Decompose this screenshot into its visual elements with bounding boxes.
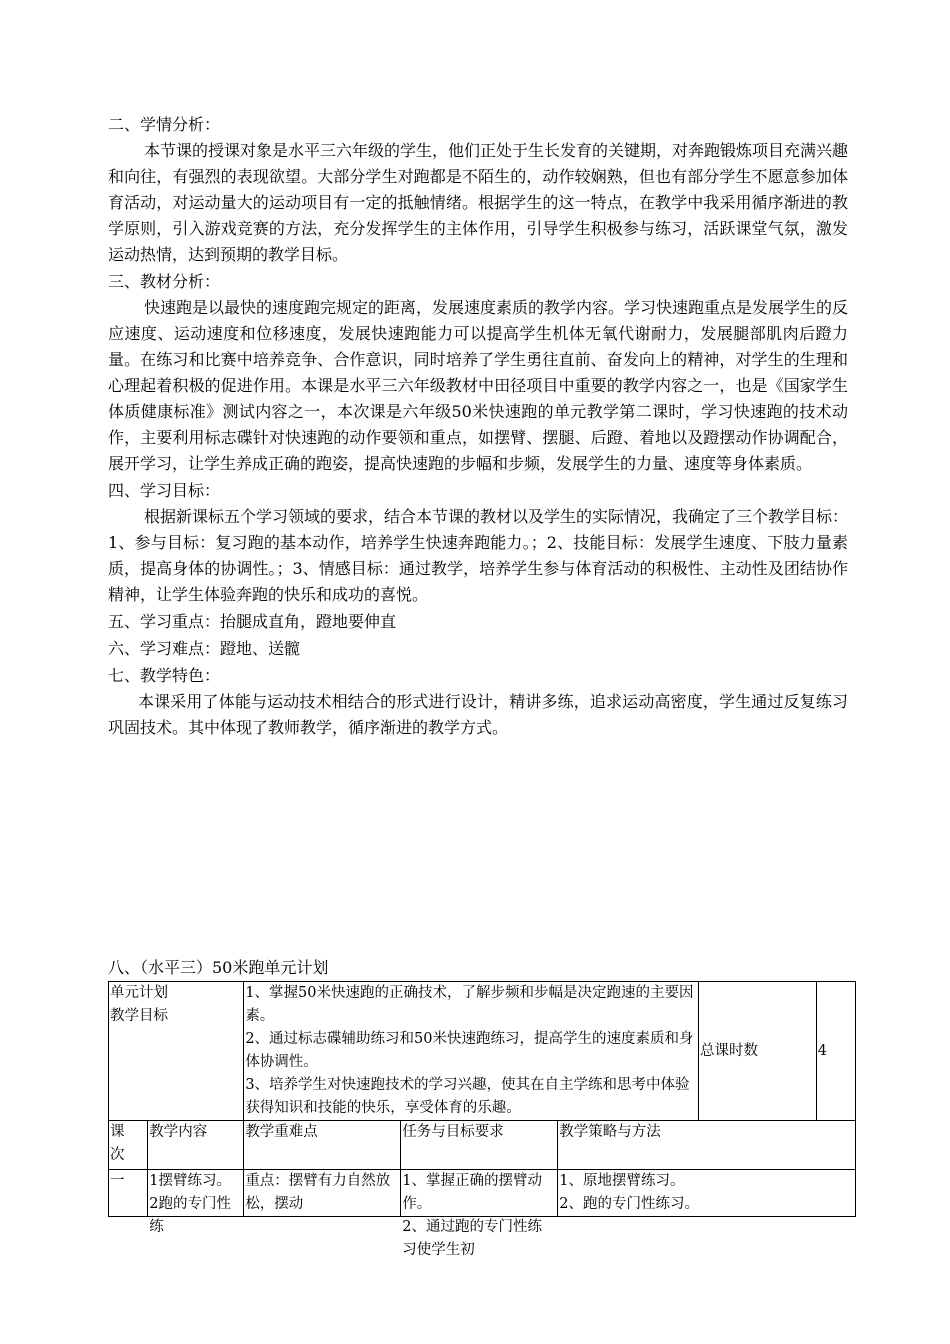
goal-label-cell [109, 982, 244, 1121]
section-heading-material-analysis: 三、教材分析： [108, 272, 221, 291]
document-body [108, 111, 848, 741]
header-tasks-goals: 任务与目标要求 [401, 1121, 558, 1170]
goal-item: 3、培养学生对快速跑技术的学习兴趣，使其在自主学练和思考中体验获得知识和技能的快乐，享受体育的乐趣。 [245, 1077, 690, 1116]
total-hours-label: 总课时数 [699, 982, 817, 1121]
unit-goals-row [109, 982, 856, 1121]
content-cell: 1摆臂练习。 2跑的专门性练 [148, 1170, 244, 1217]
unit-plan-table [108, 981, 856, 1258]
goal-item: 2、通过标志碟辅助练习和50米快速跑练习，提高学生的速度素质和身体协调性。 [245, 1031, 694, 1070]
total-hours-value: 4 [816, 982, 855, 1121]
paragraph-material-analysis: 快速跑是以最快的速度跑完规定的距离，发展速度素质的教学内容。学习快速跑重点是发展学生的反应速度、运动速度和位移速度，发展快速跑能力可以提高学生机体无氧代谢耐力，发展腿部肌肉后蹬力量。在练习和比赛中培养竞争、合作意识，同时培养了学生勇往直前、奋发向上的精神，对学生的生理和心理起着积极的促进作用。本课是水平三六年级教材中田径项目中重要的教学内容之一，也是《国家学生体质健康标准》测试内容之一，本次课是六年级50米快速跑的单元教学第二课时，学习快速跑的技术动作，主要利用标志碟针对快速跑的动作要领和重点，如摆臂、摆腿、后蹬、着地以及蹬摆动作协调配合，展开学习，让学生养成正确的跑姿，提高快速跑的步幅和步频，发展学生的力量、速度等身体素质。 [108, 298, 849, 473]
header-lesson-number: 课次 [109, 1121, 148, 1170]
goal-item: 1、掌握50米快速跑的正确技术，了解步频和步幅是决定跑速的主要因素。 [245, 985, 694, 1024]
section-heading-learner-analysis: 二、学情分析： [108, 115, 221, 134]
paragraph-learning-goals: 根据新课标五个学习领域的要求，结合本节课的教材以及学生的实际情况，我确定了三个教学目标：1、参与目标：复习跑的基本动作，培养学生快速奔跑能力。；2、技能目标：发展学生速度、下肢力量素质，提高身体的协调性。；3、情感目标：通过教学，培养学生参与体育活动的积极性、主动性及团结协作精神，让学生体验奔跑的快乐和成功的喜悦。 [108, 507, 849, 604]
paragraph-learner-analysis: 本节课的授课对象是水平三六年级的学生，他们正处于生长发育的关键期，对奔跑锻炼项目充满兴趣和向往，有强烈的表现欲望。大部分学生对跑都是不陌生的，动作较娴熟，但也有部分学生不愿意参加体育活动，对运动量大的运动项目有一定的抵触情绪。根据学生的这一特点，在教学中我采用循序渐进的教学原则，引入游戏竞赛的方法，充分发挥学生的主体作用，引导学生积极参与练习，活跃课堂气氛，激发运动热情，达到预期的教学目标。 [108, 141, 849, 264]
key-difficulties-cell: 重点：摆臂有力自然放松，摆动 [244, 1170, 401, 1217]
line-key-points: 五、学习重点：抬腿成直角，蹬地要伸直 [108, 612, 397, 631]
header-content: 教学内容 [148, 1121, 244, 1170]
header-key-difficulties: 教学重难点 [244, 1121, 401, 1170]
table-row [109, 1170, 856, 1217]
unit-plan-title: 八、（水平三）50米跑单元计划 [108, 958, 329, 977]
tasks-cell: 1、掌握正确的摆臂动作。 2、通过跑的专门性练习使学生初 [401, 1170, 558, 1217]
section-heading-learning-goals: 四、学习目标： [108, 481, 221, 500]
table-header-row [109, 1121, 856, 1170]
lesson-number-cell: 一 [109, 1170, 148, 1217]
line-difficulties: 六、学习难点：蹬地、送髋 [108, 639, 301, 658]
goal-label: 单元计划教学目标 [110, 985, 168, 1024]
section-heading-teaching-features: 七、教学特色： [108, 666, 221, 685]
paragraph-teaching-features: 本课采用了体能与运动技术相结合的形式进行设计，精讲多练，追求运动高密度，学生通过反复练习巩固技术。其中体现了教师教学，循序渐进的教学方式。 [108, 692, 848, 737]
goals-cell [244, 982, 699, 1121]
methods-cell: 1、原地摆臂练习。 2、跑的专门性练习。 [558, 1170, 856, 1217]
header-strategies-methods: 教学策略与方法 [558, 1121, 856, 1170]
